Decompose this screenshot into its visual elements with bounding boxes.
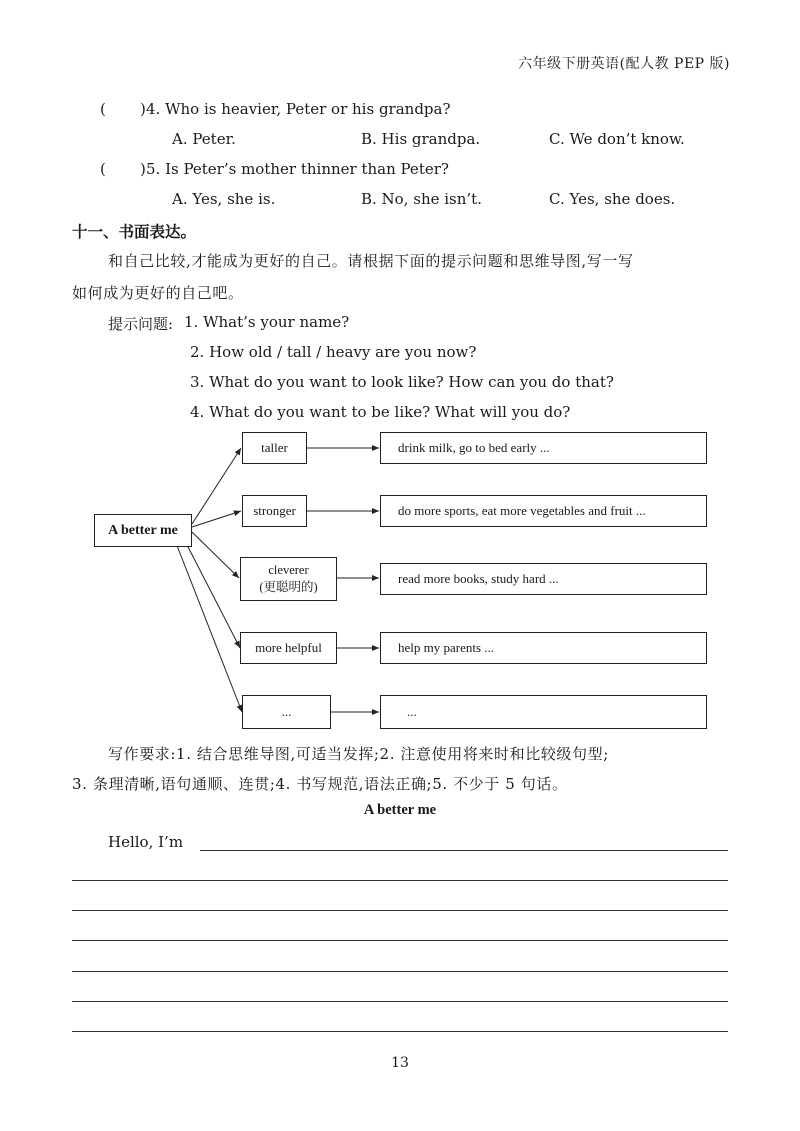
answer-paren-close-q5: ) xyxy=(140,160,146,178)
branch-more-helpful: more helpful xyxy=(240,632,337,664)
q4-option-b: B. His grandpa. xyxy=(361,130,481,148)
question-5-text: 5. Is Peter’s mother thinner than Peter? xyxy=(146,160,449,178)
branch-taller: taller xyxy=(242,432,307,464)
detail-more: ... xyxy=(380,695,707,729)
q5-option-a: A. Yes, she is. xyxy=(172,190,276,208)
answer-paren-close-q4: ) xyxy=(140,100,146,118)
intro-line-1: 和自己比较,才能成为更好的自己。请根据下面的提示问题和思维导图,写一写 xyxy=(108,252,634,270)
q5-option-b: B. No, she isn’t. xyxy=(361,190,482,208)
section-title: 十一、书面表达。 xyxy=(72,222,197,241)
mind-map-root: A better me xyxy=(94,514,192,547)
essay-starter: Hello, I’m xyxy=(108,833,184,851)
requirements-line-2: 3. 条理清晰,语句通顺、连贯;4. 书写规范,语法正确;5. 不少于 5 句话。 xyxy=(72,775,568,793)
detail-cleverer: read more books, study hard ... xyxy=(380,563,707,595)
intro-line-2: 如何成为更好的自己吧。 xyxy=(72,284,244,302)
q4-option-a: A. Peter. xyxy=(172,130,236,148)
hints-label: 提示问题: xyxy=(108,315,174,333)
writing-line[interactable] xyxy=(72,1001,728,1002)
connector-root-cleverer xyxy=(192,532,239,578)
connector-root-more xyxy=(176,543,242,712)
detail-more-helpful: help my parents ... xyxy=(380,632,707,664)
detail-taller: drink milk, go to bed early ... xyxy=(380,432,707,464)
hint-4: 4. What do you want to be like? What will you do? xyxy=(190,403,571,421)
writing-line[interactable] xyxy=(72,971,728,972)
branch-cleverer-translation: (更聪明的) xyxy=(259,580,318,594)
connector-root-helpful xyxy=(186,543,240,648)
q4-option-c: C. We don’t know. xyxy=(549,130,685,148)
writing-line[interactable] xyxy=(200,850,728,851)
branch-more: ... xyxy=(242,695,331,729)
connector-root-taller xyxy=(192,448,241,524)
writing-line[interactable] xyxy=(72,880,728,881)
hint-2: 2. How old / tall / heavy are you now? xyxy=(190,343,477,361)
writing-line[interactable] xyxy=(72,940,728,941)
writing-line[interactable] xyxy=(72,910,728,911)
page-header: 六年级下册英语(配人教 PEP 版) xyxy=(518,56,730,72)
branch-stronger: stronger xyxy=(242,495,307,527)
essay-title: A better me xyxy=(363,802,437,818)
question-4-text: 4. Who is heavier, Peter or his grandpa? xyxy=(146,100,451,118)
answer-paren-open-q5: ( xyxy=(100,160,106,178)
requirements-line-1: 写作要求:1. 结合思维导图,可适当发挥;2. 注意使用将来时和比较级句型; xyxy=(108,745,609,763)
detail-stronger: do more sports, eat more vegetables and fruit ... xyxy=(380,495,707,527)
branch-cleverer-label: cleverer xyxy=(268,563,309,577)
branch-cleverer xyxy=(240,557,337,601)
writing-line[interactable] xyxy=(72,1031,728,1032)
answer-paren-open-q4: ( xyxy=(100,100,106,118)
hint-3: 3. What do you want to look like? How can you do that? xyxy=(190,373,614,391)
hint-1: 1. What’s your name? xyxy=(184,313,350,331)
page-number: 13 xyxy=(391,1055,409,1071)
q5-option-c: C. Yes, she does. xyxy=(549,190,676,208)
